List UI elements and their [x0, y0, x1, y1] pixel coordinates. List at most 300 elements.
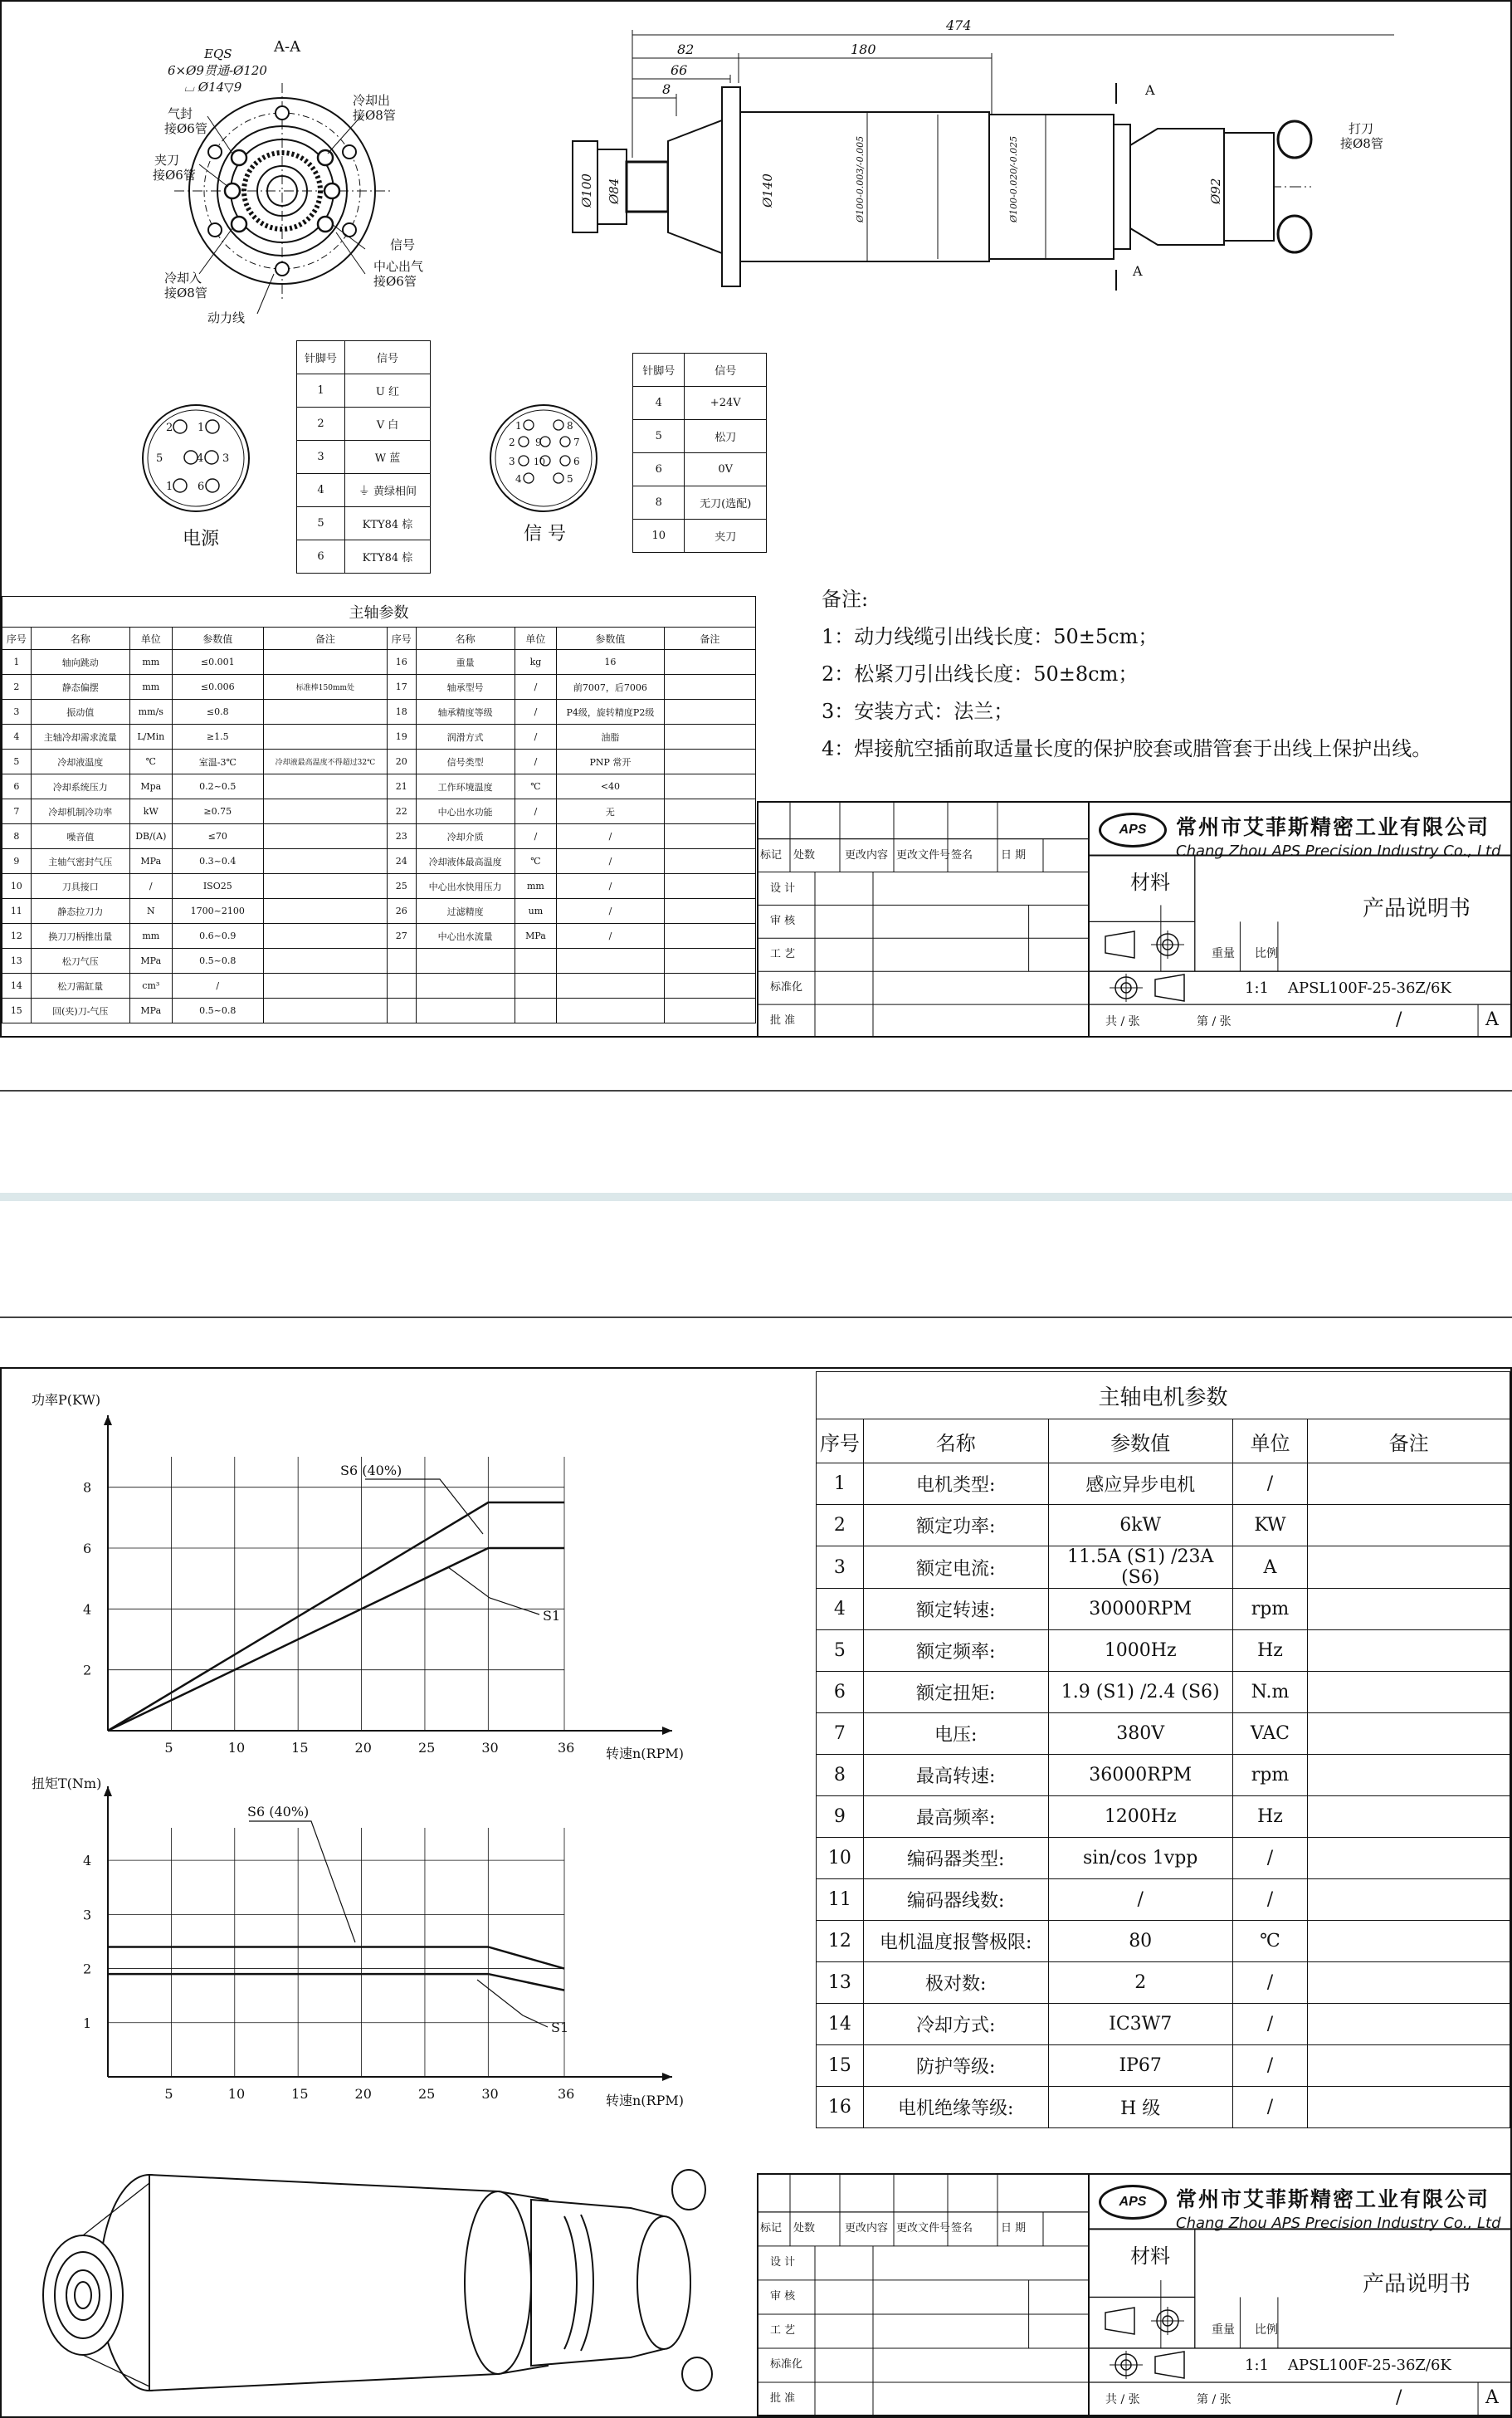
company-logo: APS: [1099, 813, 1167, 848]
spindle-params-cell: /: [515, 725, 557, 750]
motor-params-cell: 9: [817, 1796, 864, 1838]
side-view-drawing: [531, 8, 1394, 307]
spindle-params-row: [2, 949, 756, 974]
spindle-params-cell: [557, 974, 664, 999]
power-pin-table: [296, 340, 431, 574]
spindle-params-cell: 25: [387, 874, 416, 899]
spindle-params-cell: ≤70: [172, 824, 263, 849]
spindle-params-cell: 23: [387, 824, 416, 849]
motor-params-cell: 编码器类型:: [863, 1838, 1048, 1879]
title-block-role: 审 核: [770, 915, 796, 928]
spindle-params-cell: 冷却介质: [416, 824, 515, 849]
spindle-params-cell: [515, 974, 557, 999]
motor-params-cell: [1308, 1546, 1510, 1589]
render-eye-top: [672, 2170, 705, 2210]
sheet-number: 第 / 张: [1197, 2393, 1232, 2407]
spindle-params-cell: 16: [557, 650, 664, 675]
power-pin-7: 1: [166, 481, 173, 493]
dim-phi84: Ø84: [607, 178, 622, 204]
spindle-params-cell: 3: [2, 700, 32, 725]
motor-params-row: [817, 1505, 1510, 1546]
sheet-total: 共 / 张: [1105, 1015, 1140, 1029]
spindle-params-cell: [557, 999, 664, 1023]
power-chart-x-tick: 5: [164, 1740, 173, 1756]
motor-params-cell: ℃: [1232, 1921, 1308, 1962]
motor-params-cell: 极对数:: [863, 1962, 1048, 2004]
power-chart-x-tick: 30: [481, 1740, 499, 1756]
power-table-cell: KTY84 棕: [344, 507, 430, 540]
spindle-params-row: [2, 874, 756, 899]
power-table-cell: V 白: [344, 408, 430, 441]
spindle-params-cell: [664, 974, 755, 999]
torque-curve-chart: [25, 1768, 689, 2117]
spindle-params-cell: /: [557, 874, 664, 899]
note-item: 1：动力线缆引出线长度：50±5cm；: [822, 625, 1158, 648]
power-chart-ylabel: 功率P(KW): [32, 1392, 101, 1408]
torque-chart-y-tick: 2: [83, 1961, 92, 1977]
motor-params-cell: /: [1232, 1962, 1308, 2004]
motor-params-cell: /: [1232, 1463, 1308, 1505]
center-air-label: 中心出气: [373, 259, 424, 274]
power-chart-x-tick: 15: [291, 1740, 309, 1756]
title-block-header: 签名: [951, 2221, 973, 2235]
torque-chart-series-s1: [108, 1974, 564, 1991]
motor-params-cell: [1308, 1463, 1510, 1505]
dim-phi92: Ø92: [1208, 178, 1223, 204]
signal-table-cell: 6: [633, 453, 685, 486]
ratio-label: 比例: [1255, 947, 1278, 961]
motor-params-header: 单位: [1232, 1419, 1308, 1463]
motor-params-cell: 防护等级:: [863, 2045, 1048, 2087]
title-block-header: 处数: [793, 2221, 816, 2235]
spindle-params-cell: [263, 999, 387, 1023]
title-block-role: 工 艺: [770, 948, 796, 961]
spindle-params-cell: 0.6~0.9: [172, 924, 263, 949]
revision: A: [1485, 2387, 1499, 2409]
spindle-params-cell: 中心出水流量: [416, 924, 515, 949]
signal-pin-table: [632, 353, 767, 553]
dim-180: 180: [851, 42, 876, 57]
spindle-params-row: [2, 849, 756, 874]
spindle-params-cell: 21: [387, 774, 416, 799]
motor-params-cell: rpm: [1232, 1755, 1308, 1796]
motor-params-cell: 11: [817, 1879, 864, 1921]
spindle-params-row: [2, 824, 756, 849]
spindle-params-cell: [263, 949, 387, 974]
spindle-params-cell: 14: [2, 974, 32, 999]
spindle-params-row: [2, 899, 756, 924]
spindle-params-cell: 主轴冷却需求流量: [31, 725, 129, 750]
motor-params-cell: 额定扭矩:: [863, 1672, 1048, 1713]
page-separator: [0, 1316, 1512, 1318]
spindle-params-cell: ℃: [515, 774, 557, 799]
power-s1-label: S1: [543, 1608, 561, 1624]
power-chart-x-tick: 10: [227, 1740, 246, 1756]
power-table-header-signal: 信号: [344, 341, 430, 374]
weight-label: 重量: [1212, 947, 1235, 961]
spindle-params-cell: [664, 999, 755, 1023]
spindle-params-cell: N: [129, 899, 172, 924]
motor-params-cell: IP67: [1048, 2045, 1232, 2087]
title-block-1: [757, 801, 1512, 1038]
motor-params-cell: 电机类型:: [863, 1463, 1048, 1505]
title-block-role: 设 计: [770, 2255, 796, 2269]
spindle-params-header: 序号: [2, 628, 32, 650]
spindle-params-cell: [515, 949, 557, 974]
power-table-cell: 2: [297, 408, 345, 441]
motor-params-cell: [1308, 1713, 1510, 1755]
power-chart-series-s6: [108, 1502, 564, 1731]
release-tool-pipe: 接Ø8管: [1340, 136, 1383, 151]
spindle-params-cell: 6: [2, 774, 32, 799]
motor-params-cell: H 级: [1048, 2087, 1232, 2128]
spindle-params-cell: mm: [129, 924, 172, 949]
motor-params-header: 备注: [1308, 1419, 1510, 1463]
power-table-cell: 5: [297, 507, 345, 540]
spindle-params-cell: 油脂: [557, 725, 664, 750]
center-air-pipe: 接Ø6管: [373, 274, 417, 289]
cylinder: [1224, 133, 1274, 241]
signal-table-cell: 松刀: [685, 420, 767, 453]
signal-pin-3: 3: [509, 456, 515, 467]
spindle-params-row: [2, 675, 756, 700]
motor-params-cell: [1308, 1796, 1510, 1838]
title-block-header: 签名: [951, 848, 973, 862]
spindle-params-cell: 信号类型: [416, 750, 515, 774]
dim-phi100b: Ø100-0.020/-0.025: [1008, 135, 1019, 222]
spindle-params-cell: /: [515, 750, 557, 774]
doc-type: 产品说明书: [1363, 2271, 1471, 2297]
title-block-header: 标记: [760, 848, 783, 862]
motor-params-cell: [1308, 1630, 1510, 1672]
spindle-params-cell: ≤0.006: [172, 675, 263, 700]
motor-params-cell: 1000Hz: [1048, 1630, 1232, 1672]
motor-params-cell: 最高频率:: [863, 1796, 1048, 1838]
spindle-params-row: [2, 650, 756, 675]
motor-params-cell: [1308, 2004, 1510, 2045]
spindle-params-cell: 静态偏摆: [31, 675, 129, 700]
torque-chart-x-tick: 10: [227, 2086, 246, 2102]
signal-pin-5: 5: [567, 473, 573, 485]
notes-title: 备注:: [822, 588, 869, 611]
projection-symbol-icon: [1097, 2348, 1197, 2385]
dim-phi140: Ø140: [760, 173, 775, 208]
spindle-params-cell: um: [515, 899, 557, 924]
motor-params-cell: 8: [817, 1755, 864, 1796]
spindle-params-cell: 刀具接口: [31, 874, 129, 899]
torque-chart-y-arrow: [104, 1786, 112, 1796]
spindle-params-table: [2, 596, 756, 1023]
dim-82: 82: [677, 42, 695, 57]
spindle-params-cell: [263, 725, 387, 750]
doc-type: 产品说明书: [1363, 896, 1471, 922]
spindle-params-row: [2, 750, 756, 774]
spindle-params-cell: 19: [387, 725, 416, 750]
bore: [257, 166, 307, 216]
motor-params-cell: 36000RPM: [1048, 1755, 1232, 1796]
spindle-params-cell: /: [515, 700, 557, 725]
torque-chart-x-tick: 25: [417, 2086, 436, 2102]
section-mark-top: A: [1145, 82, 1155, 98]
spindle-params-cell: 室温-3℃: [172, 750, 263, 774]
spindle-params-cell: DB/(A): [129, 824, 172, 849]
signal-table-header-pin: 针脚号: [633, 354, 685, 387]
motor-params-row: [817, 2087, 1510, 2128]
hole-note-2: 6×Ø9贯通-Ø120: [168, 63, 267, 78]
spindle-params-cell: 无: [557, 799, 664, 824]
spindle-params-cell: MPa: [129, 999, 172, 1023]
spindle-params-cell: <40: [557, 774, 664, 799]
signal-table-cell: 8: [633, 486, 685, 520]
spindle-params-cell: [664, 899, 755, 924]
signal-table-cell: 5: [633, 420, 685, 453]
power-s6-label: S6 (40%): [340, 1463, 402, 1478]
spindle-params-cell: MPa: [515, 924, 557, 949]
spindle-params-cell: 冷却液最高温度不得超过32℃: [263, 750, 387, 774]
spindle-params-cell: ≤0.8: [172, 700, 263, 725]
sheet-slash: /: [1396, 1009, 1402, 1031]
motor-params-cell: 额定功率:: [863, 1505, 1048, 1546]
spindle-params-cell: [664, 924, 755, 949]
spindle-params-cell: 27: [387, 924, 416, 949]
motor-params-cell: [1308, 1962, 1510, 2004]
motor-params-row: [817, 1838, 1510, 1879]
power-pin-1: 1: [198, 422, 205, 434]
spindle-params-cell: mm/s: [129, 700, 172, 725]
spindle-params-cell: 轴向跳动: [31, 650, 129, 675]
spindle-params-cell: 冷却液温度: [31, 750, 129, 774]
spindle-params-cell: Mpa: [129, 774, 172, 799]
spindle-params-cell: [416, 949, 515, 974]
spindle-params-cell: 1: [2, 650, 32, 675]
company-name-en: Chang Zhou APS Precision Industry Co., Ltd: [1176, 2215, 1501, 2232]
title-block-header: 日 期: [1001, 848, 1027, 862]
power-chart-y-tick: 8: [83, 1479, 92, 1496]
spindle-params-cell: kW: [129, 799, 172, 824]
power-chart-x-tick: 20: [354, 1740, 372, 1756]
power-table-cell: W 蓝: [344, 441, 430, 474]
spindle-params-cell: [515, 999, 557, 1023]
spindle-params-cell: 主轴气密封气压: [31, 849, 129, 874]
title-block-role: 审 核: [770, 2289, 796, 2303]
power-table-cell: 6: [297, 540, 345, 574]
spindle-params-cell: 20: [387, 750, 416, 774]
title-block-role: 设 计: [770, 882, 796, 895]
sheet-total: 共 / 张: [1105, 2393, 1140, 2407]
signal-pin-10: 10: [534, 457, 545, 467]
spindle-params-row: [2, 700, 756, 725]
spindle-params-cell: [664, 874, 755, 899]
spindle-params-cell: 17: [387, 675, 416, 700]
spindle-params-cell: P4级，旋转精度P2级: [557, 700, 664, 725]
spindle-params-cell: [263, 700, 387, 725]
power-chart-y-tick: 4: [83, 1601, 92, 1618]
spindle-params-cell: 前7007，后7006: [557, 675, 664, 700]
motor-params-cell: Hz: [1232, 1796, 1308, 1838]
motor-params-cell: 15: [817, 2045, 864, 2087]
section-mark-bottom: A: [1133, 263, 1143, 279]
spindle-params-cell: [263, 799, 387, 824]
torque-chart-ylabel: 扭矩T(Nm): [32, 1776, 102, 1791]
spindle-params-cell: 松刀需缸量: [31, 974, 129, 999]
spindle-params-cell: [263, 774, 387, 799]
motor-params-row: [817, 1921, 1510, 1962]
motor-params-cell: 1200Hz: [1048, 1796, 1232, 1838]
spindle-params-cell: 0.5~0.8: [172, 999, 263, 1023]
spindle-params-cell: [263, 874, 387, 899]
hole-note-1: EQS: [204, 46, 232, 61]
power-connector-label: 电源: [183, 529, 220, 550]
spindle-params-cell: [664, 675, 755, 700]
spindle-params-header: 单位: [129, 628, 172, 650]
spindle-params-cell: L/Min: [129, 725, 172, 750]
spindle-params-cell: 回(夹)刀-气压: [31, 999, 129, 1023]
motor-params-cell: 额定频率:: [863, 1630, 1048, 1672]
spindle-params-cell: [263, 924, 387, 949]
motor-params-cell: 11.5A (S1) /23A (S6): [1048, 1546, 1232, 1589]
motor-params-row: [817, 1630, 1510, 1672]
spindle-params-cell: 松刀气压: [31, 949, 129, 974]
spindle-params-cell: [387, 949, 416, 974]
spindle-3d-illustration: [33, 2150, 747, 2399]
motor-params-row: [817, 1796, 1510, 1838]
sheet-number: 第 / 张: [1197, 1015, 1232, 1029]
spindle-params-cell: 冷却机制冷功率: [31, 799, 129, 824]
power-chart-xlabel: 转速n(RPM): [606, 1746, 684, 1760]
torque-chart-x-arrow: [662, 2073, 672, 2081]
signal-table-header-signal: 信号: [685, 354, 767, 387]
ground-icon: ⏚: [358, 484, 370, 498]
motor-params-cell: 80: [1048, 1921, 1232, 1962]
material-label: 材料: [1130, 2244, 1170, 2268]
spindle-params-cell: /: [515, 824, 557, 849]
spindle-params-cell: 13: [2, 949, 32, 974]
dim-474: 474: [946, 17, 972, 33]
motor-params-cell: [1308, 2045, 1510, 2087]
motor-params-cell: 感应异步电机: [1048, 1463, 1232, 1505]
spindle-params-cell: mm: [515, 874, 557, 899]
air-seal-pipe: 接Ø6管: [164, 121, 207, 136]
title-block-header: 处数: [793, 848, 816, 862]
title-block-header: 更改文件号: [896, 848, 951, 862]
motor-params-row: [817, 1713, 1510, 1755]
spindle-params-cell: 噪音值: [31, 824, 129, 849]
spindle-params-cell: 4: [2, 725, 32, 750]
motor-params-cell: 冷却方式:: [863, 2004, 1048, 2045]
coolant-in-label: 冷却入: [164, 271, 202, 286]
motor-params-row: [817, 1546, 1510, 1589]
motor-params-cell: [1308, 1755, 1510, 1796]
power-line-label: 动力线: [207, 310, 246, 325]
spindle-params-cell: 振动值: [31, 700, 129, 725]
torque-chart-x-tick: 30: [481, 2086, 499, 2102]
motor-params-cell: [1308, 1921, 1510, 1962]
spindle-params-cell: 22: [387, 799, 416, 824]
torque-chart-xlabel: 转速n(RPM): [606, 2093, 684, 2108]
lift-eye-top: [1278, 121, 1311, 158]
sheet-slash: /: [1396, 2387, 1402, 2409]
signal-table-cell: +24V: [685, 387, 767, 420]
spindle-params-row: [2, 999, 756, 1023]
title-block-role: 批 准: [770, 2391, 796, 2405]
spindle-params-cell: [557, 949, 664, 974]
motor-params-row: [817, 2004, 1510, 2045]
signal-pin-8: 8: [567, 420, 573, 432]
motor-params-table: [816, 1371, 1510, 2128]
power-chart-x-arrow: [662, 1727, 672, 1735]
revision: A: [1485, 1009, 1499, 1031]
flange: [722, 87, 740, 286]
torque-chart-x-tick: 20: [354, 2086, 372, 2102]
ratio-label: 比例: [1255, 2323, 1278, 2337]
title-block-role: 工 艺: [770, 2323, 796, 2337]
motor-params-cell: 7: [817, 1713, 864, 1755]
spindle-params-cell: 冷却液体最高温度: [416, 849, 515, 874]
motor-params-cell: N.m: [1232, 1672, 1308, 1713]
motor-params-cell: /: [1232, 2087, 1308, 2128]
motor-params-cell: VAC: [1232, 1713, 1308, 1755]
motor-params-cell: 4: [817, 1589, 864, 1630]
signal-table-cell: 无刀(选配): [685, 486, 767, 520]
title-block-header: 更改内容: [845, 848, 889, 862]
release-tool-label: 打刀: [1349, 121, 1374, 136]
spindle-params-cell: [263, 974, 387, 999]
spindle-params-cell: [263, 849, 387, 874]
signal-pin-6: 6: [573, 456, 580, 467]
motor-params-cell: 5: [817, 1630, 864, 1672]
torque-chart-series-s6: [108, 1947, 564, 1968]
motor-params-cell: [1308, 1505, 1510, 1546]
spindle-params-cell: [387, 974, 416, 999]
spindle-params-cell: MPa: [129, 849, 172, 874]
spindle-params-cell: 18: [387, 700, 416, 725]
motor-params-cell: /: [1232, 1838, 1308, 1879]
motor-params-row: [817, 1463, 1510, 1505]
spindle-params-cell: 16: [387, 650, 416, 675]
torque-s6-label: S6 (40%): [247, 1804, 310, 1820]
spindle-params-cell: [263, 824, 387, 849]
spindle-params-cell: /: [172, 974, 263, 999]
motor-params-row: [817, 1879, 1510, 1921]
spindle-params-cell: [664, 949, 755, 974]
power-chart-series-s1: [108, 1548, 564, 1731]
motor-params-cell: Hz: [1232, 1630, 1308, 1672]
motor-params-cell: 3: [817, 1546, 864, 1589]
spindle-params-cell: 9: [2, 849, 32, 874]
spindle-params-cell: MPa: [129, 949, 172, 974]
clamp-label: 夹刀: [154, 153, 180, 168]
spindle-params-cell: [664, 650, 755, 675]
torque-s1-label: S1: [551, 2020, 569, 2035]
spindle-params-cell: ISO25: [172, 874, 263, 899]
signal-pin-4: 4: [515, 473, 522, 485]
hole-note-3: ⌴ Ø14▽9: [184, 80, 242, 95]
collet: [627, 162, 668, 212]
title-block-header: 更改内容: [845, 2221, 889, 2235]
spindle-params-header: 名称: [31, 628, 129, 650]
spindle-params-header: 备注: [263, 628, 387, 650]
motor-params-cell: 14: [817, 2004, 864, 2045]
spindle-params-cell: /: [557, 849, 664, 874]
company-name-en: Chang Zhou APS Precision Industry Co., Ltd: [1176, 843, 1501, 860]
spindle-params-cell: [664, 799, 755, 824]
dim-66: 66: [671, 62, 688, 78]
power-curve-chart: [25, 1386, 689, 1760]
signal-table-cell: 4: [633, 387, 685, 420]
spindle-params-cell: [387, 999, 416, 1023]
motor-params-cell: /: [1232, 2045, 1308, 2087]
motor-params-cell: /: [1048, 1879, 1232, 1921]
